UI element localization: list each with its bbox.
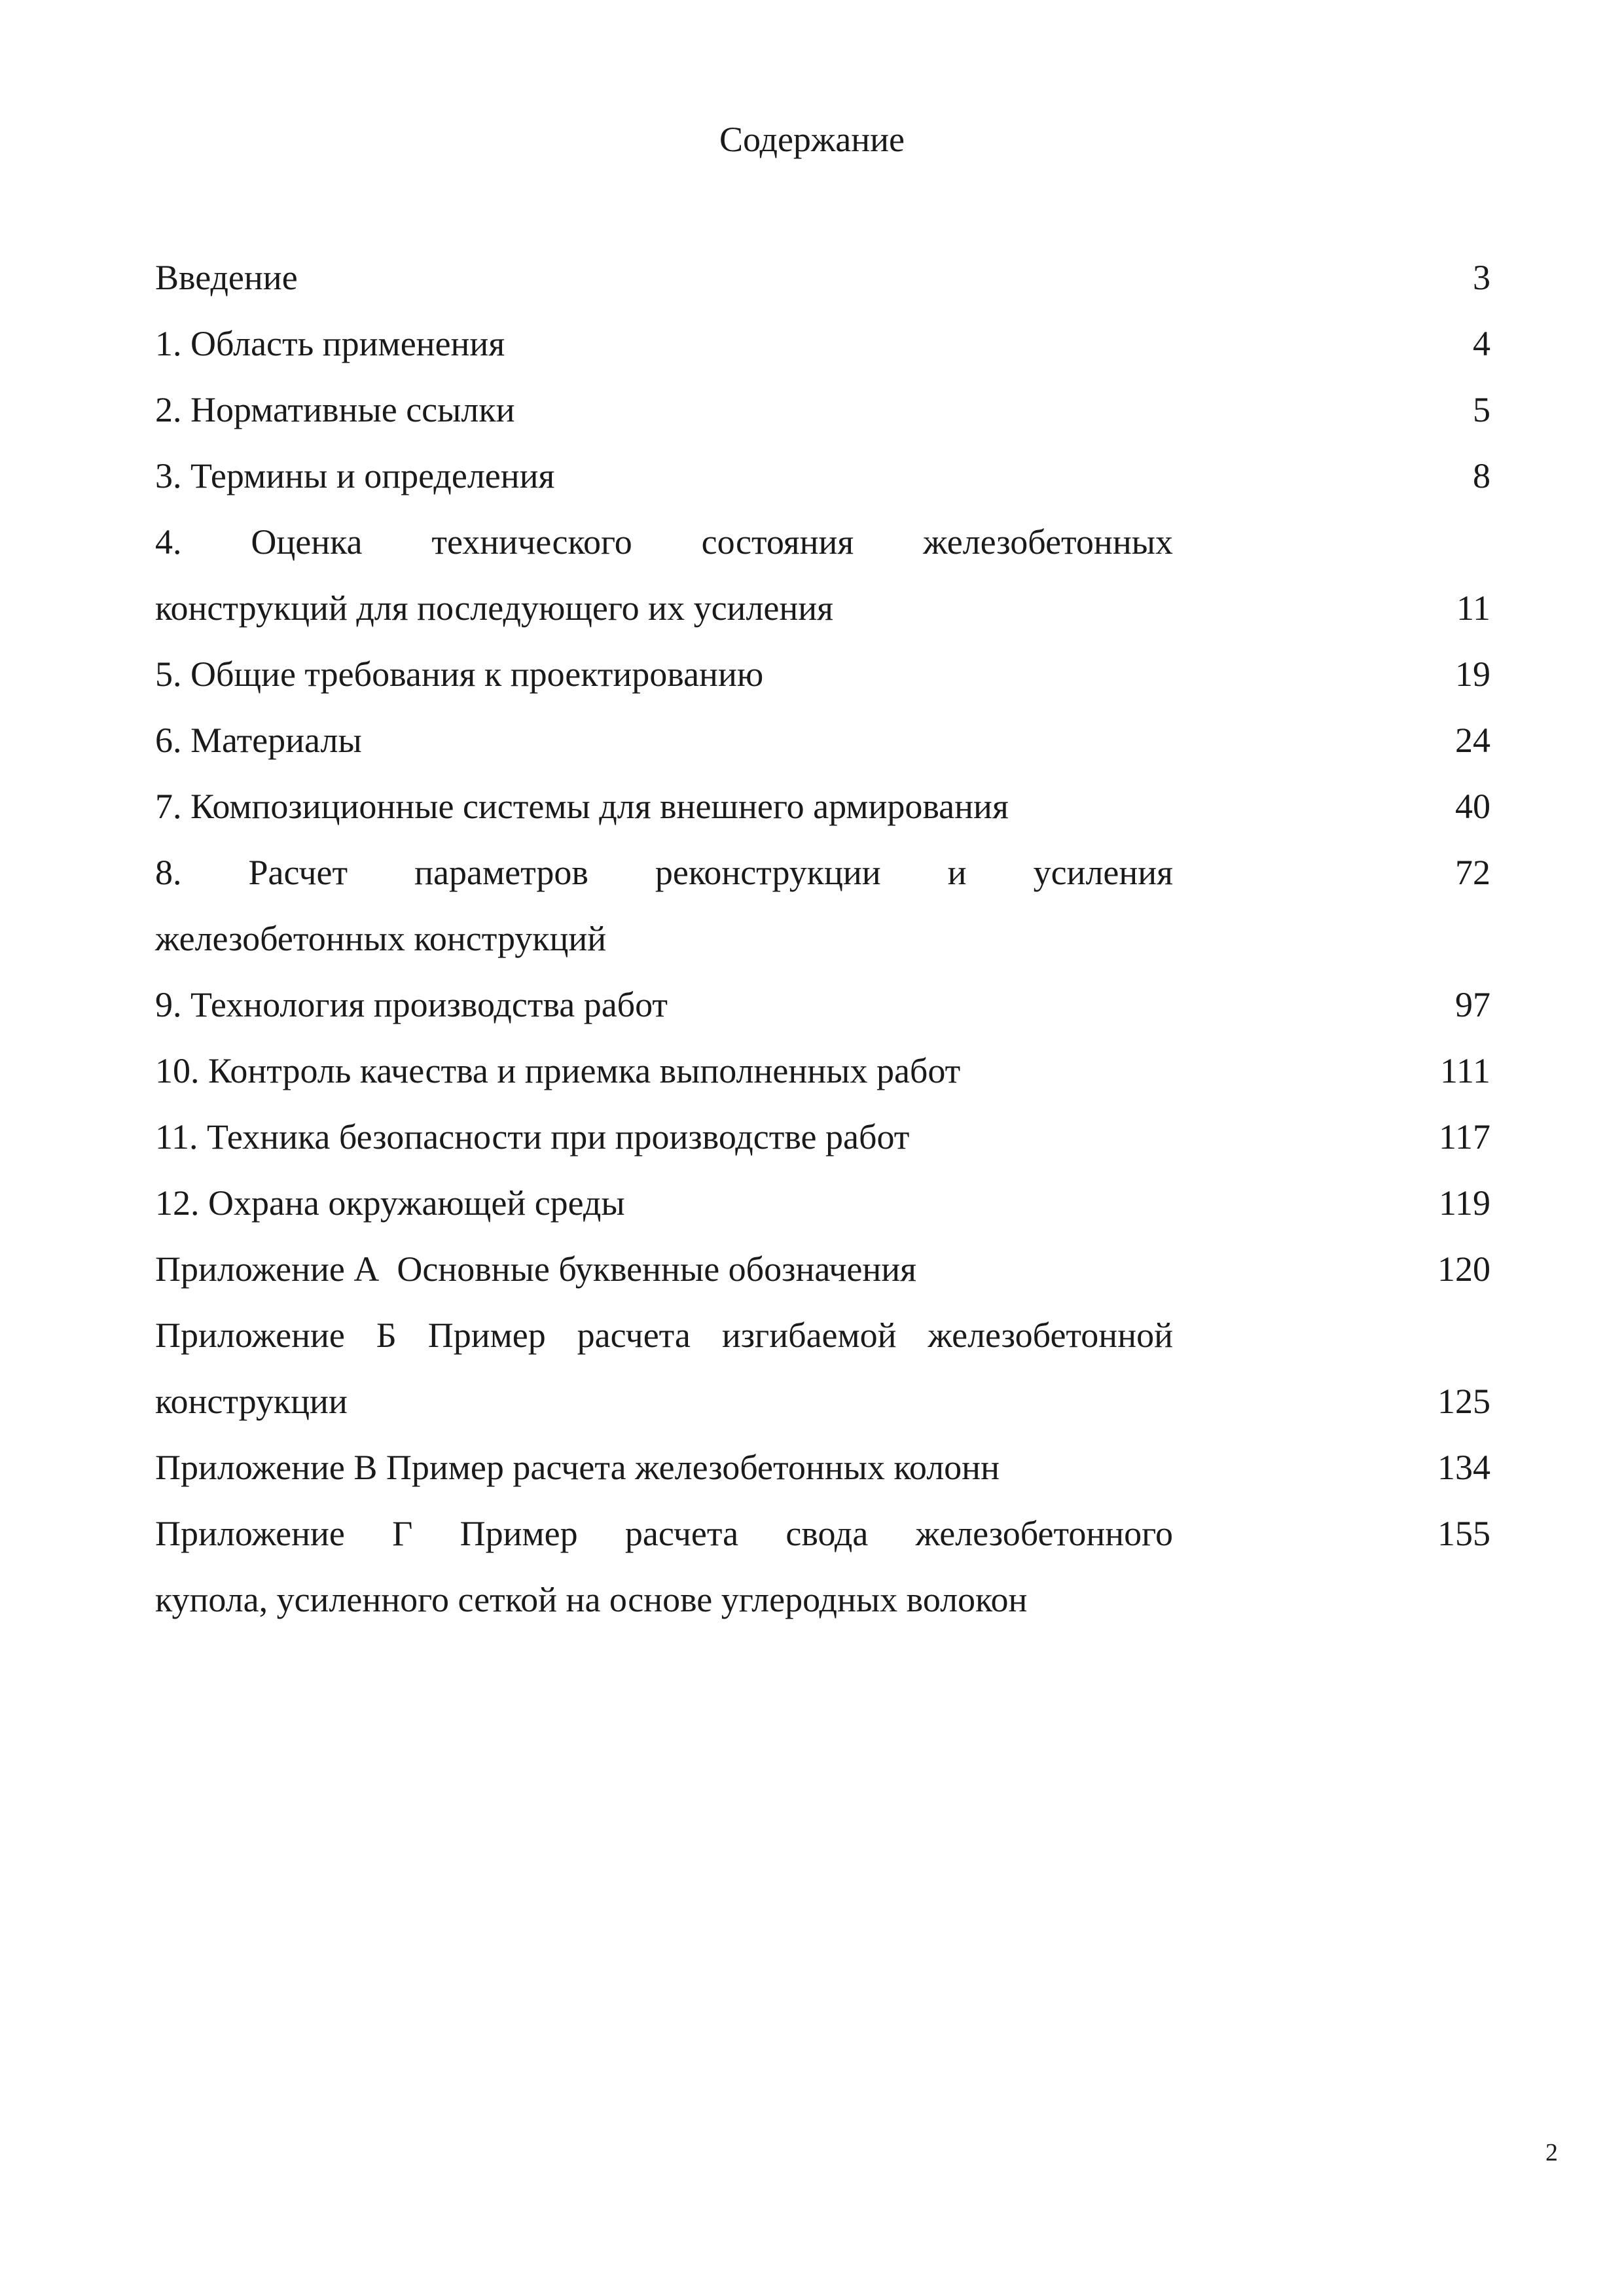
toc-entry-text: 6. Материалы <box>155 721 362 760</box>
toc-entry-text: 11. Техника безопасности при производстве работ <box>155 1117 910 1157</box>
toc-entry-text: 1. Область применения <box>155 324 505 363</box>
toc-entry-text-line-1: 8. Расчет параметров реконструкции и усиления <box>155 853 1173 892</box>
toc-entry-technical-assessment <box>155 509 1490 641</box>
toc-page-number: 134 <box>1437 1448 1490 1487</box>
toc-entry-text: 5. Общие требования к проектированию <box>155 655 764 694</box>
toc-entry-composite-systems <box>155 774 1490 840</box>
toc-entry-text: 7. Композиционные системы для внешнего армирования <box>155 787 1009 826</box>
toc-entry-work-technology <box>155 972 1490 1038</box>
toc-entry-appendix-g <box>155 1501 1490 1633</box>
toc-entry-text-line-2: железобетонных конструкций <box>155 919 607 958</box>
table-of-contents <box>155 245 1490 1633</box>
toc-entry-text-line-2: конструкций для последующего их усиления <box>155 588 833 628</box>
toc-entry-appendix-v <box>155 1435 1490 1501</box>
toc-entry-text: 9. Технология производства работ <box>155 985 668 1024</box>
toc-page-number: 117 <box>1439 1117 1490 1157</box>
toc-page-number: 19 <box>1455 655 1490 694</box>
toc-entry-text-line-1: Приложение Г Пример расчета свода железобетонного <box>155 1514 1173 1553</box>
toc-entry-scope <box>155 311 1490 377</box>
toc-page-number: 97 <box>1455 985 1490 1024</box>
toc-page-number: 125 <box>1437 1382 1490 1421</box>
toc-entry-text-line-1: 4. Оценка технического состояния железобетонных <box>155 522 1173 562</box>
toc-entry-text-line-2: купола, усиленного сеткой на основе углеродных волокон <box>155 1580 1028 1619</box>
toc-entry-terms <box>155 443 1490 509</box>
toc-entry-text: Приложение В Пример расчета железобетонных колонн <box>155 1448 1000 1487</box>
toc-entry-normative-references <box>155 377 1490 443</box>
toc-page-number: 119 <box>1439 1183 1490 1223</box>
toc-entry-introduction <box>155 245 1490 311</box>
toc-page-number: 72 <box>1455 853 1490 892</box>
toc-entry-text: 2. Нормативные ссылки <box>155 390 515 429</box>
page-title: Содержание <box>719 120 905 159</box>
toc-entry-text: 3. Термины и определения <box>155 456 555 495</box>
toc-entry-materials <box>155 708 1490 774</box>
toc-page-number: 3 <box>1473 258 1490 297</box>
toc-entry-environment <box>155 1170 1490 1236</box>
toc-entry-appendix-b <box>155 1302 1490 1435</box>
toc-page-number: 111 <box>1440 1051 1490 1090</box>
toc-page-number: 120 <box>1437 1249 1490 1289</box>
toc-entry-text: Введение <box>155 258 298 297</box>
toc-entry-text-line-1: Приложение Б Пример расчета изгибаемой железобетонной <box>155 1316 1173 1355</box>
toc-page-number: 40 <box>1455 787 1490 826</box>
toc-entry-design-requirements <box>155 641 1490 708</box>
toc-page-number: 24 <box>1455 721 1490 760</box>
toc-page-number: 155 <box>1437 1514 1490 1553</box>
toc-entry-text: 10. Контроль качества и приемка выполненных работ <box>155 1051 961 1090</box>
toc-entry-safety <box>155 1104 1490 1170</box>
toc-entry-calculation-parameters <box>155 840 1490 972</box>
toc-entry-appendix-a <box>155 1236 1490 1302</box>
page-number: 2 <box>1545 2139 1558 2166</box>
toc-page-number: 4 <box>1473 324 1490 363</box>
toc-page-number: 11 <box>1456 588 1490 628</box>
toc-entry-text: Приложение А Основные буквенные обозначения <box>155 1249 916 1289</box>
toc-entry-quality-control <box>155 1038 1490 1104</box>
toc-page-number: 5 <box>1473 390 1490 429</box>
toc-entry-text-line-2: конструкции <box>155 1382 348 1421</box>
toc-page-number: 8 <box>1473 456 1490 495</box>
toc-entry-text: 12. Охрана окружающей среды <box>155 1183 625 1223</box>
